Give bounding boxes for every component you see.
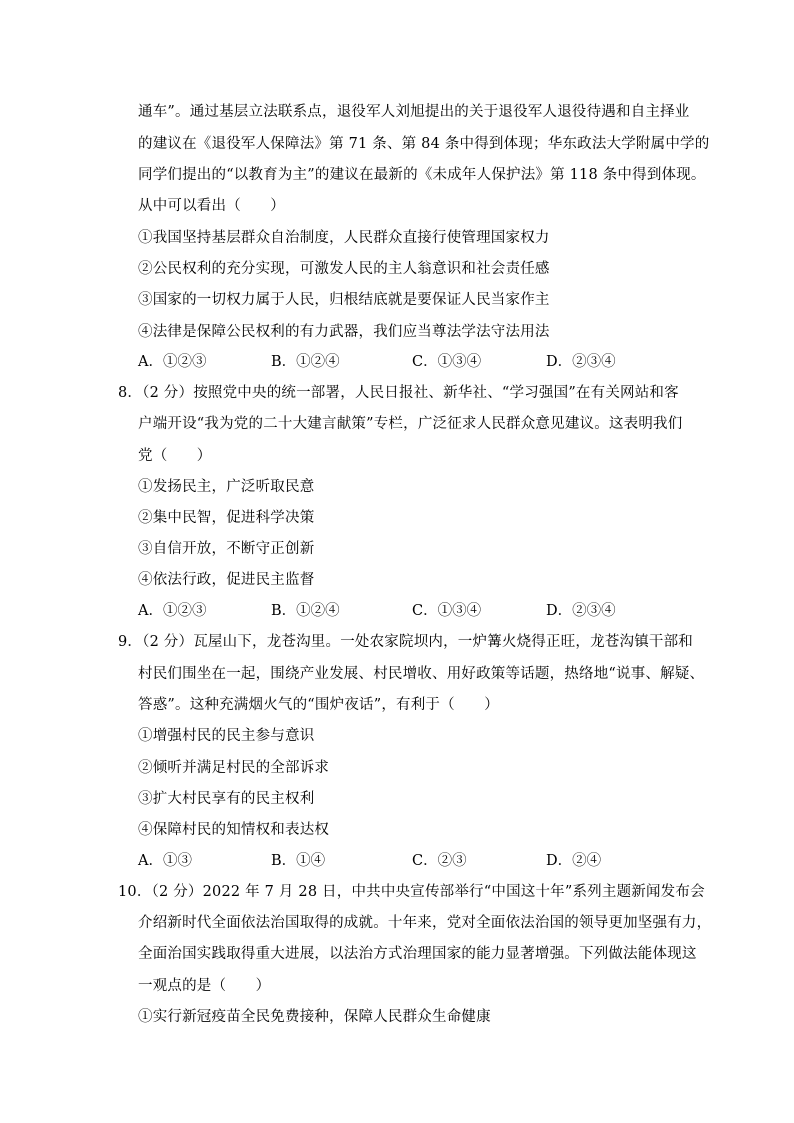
question-8-text-line: 户端开设“我为党的二十大建言献策”专栏，广泛征求人民群众意见建议。这表明我们 xyxy=(138,416,683,432)
question-10-option-1: ①实行新冠疫苗全民免费接种，保障人民群众生命健康 xyxy=(138,1009,491,1025)
choice-c: C．①③④ xyxy=(412,354,482,370)
question-8-option-3: ③自信开放，不断守正创新 xyxy=(138,541,315,557)
question-9-option-1: ①增强村民的民主参与意识 xyxy=(138,728,315,744)
question-9-text-line: 村民们围坐在一起，围绕产业发展、村民增收、用好政策等话题，热络地“说事、解疑、 xyxy=(138,666,705,682)
choice-c: C．①③④ xyxy=(412,603,482,619)
question-7-option-1: ①我国坚持基层群众自治制度，人民群众直接行使管理国家权力 xyxy=(138,230,550,246)
question-8-option-4: ④依法行政，促进民主监督 xyxy=(138,572,315,588)
choice-a: A．①③ xyxy=(138,853,192,869)
question-7-text-line: 从中可以看出（ ） xyxy=(138,198,285,214)
question-9-choices xyxy=(138,851,658,871)
question-7-text-line: 的建议在《退役军人保障法》第 71 条、第 84 条中得到体现；华东政法大学附属中学的 xyxy=(138,136,710,152)
question-7-choices xyxy=(138,352,658,372)
choice-a: A．①②③ xyxy=(138,603,207,619)
question-8-choices xyxy=(138,601,658,621)
question-7-option-4: ④法律是保障公民权利的有力武器，我们应当尊法学法守法用法 xyxy=(138,324,550,340)
choice-d: D．②④ xyxy=(546,853,602,869)
choice-d: D．②③④ xyxy=(546,354,616,370)
choice-d: D．②③④ xyxy=(546,603,616,619)
question-7-option-2: ②公民权利的充分实现，可激发人民的主人翁意识和社会责任感 xyxy=(138,261,550,277)
question-9-option-3: ③扩大村民享有的民主权利 xyxy=(138,791,315,807)
question-8-text-line: 8．（2 分）按照党中央的统一部署，人民日报社、新华社、“学习强国”在有关网站和客 xyxy=(118,385,679,401)
question-9-text-line: 9．（2 分）瓦屋山下，龙苍沟里。一处农家院坝内，一炉篝火烧得正旺，龙苍沟镇干部和 xyxy=(118,634,694,650)
question-7-option-3: ③国家的一切权力属于人民，归根结底就是要保证人民当家作主 xyxy=(138,292,550,308)
question-7-text-line: 同学们提出的“以教育为主”的建议在最新的《未成年人保护法》第 118 条中得到体现。 xyxy=(138,167,706,183)
question-8-text-line: 党（ ） xyxy=(138,448,212,464)
choice-b: B．①②④ xyxy=(271,603,340,619)
choice-b: B．①④ xyxy=(271,853,326,869)
question-10-text-line: 全面治国实践取得重大进展，以法治方式治理国家的能力显著增强。下列做法能体现这 xyxy=(138,946,697,962)
question-8-option-2: ②集中民智，促进科学决策 xyxy=(138,510,315,526)
choice-a: A．①②③ xyxy=(138,354,207,370)
question-10-text-line: 10．（2 分）2022 年 7 月 28 日，中共中央宣传部举行“中国这十年”系列主题新闻发布会 xyxy=(118,884,705,900)
choice-c: C．②③ xyxy=(412,853,467,869)
question-8-option-1: ①发扬民主，广泛听取民意 xyxy=(138,479,315,495)
question-10-text-line: 一观点的是（ ） xyxy=(138,978,271,994)
choice-b: B．①②④ xyxy=(271,354,340,370)
question-9-option-2: ②倾听并满足村民的全部诉求 xyxy=(138,760,330,776)
question-9-option-4: ④保障村民的知情权和表达权 xyxy=(138,822,330,838)
question-9-text-line: 答惑”。这种充满烟火气的“围炉夜话”，有利于（ ） xyxy=(138,697,499,713)
question-7-text-line: 通车”。通过基层立法联系点，退役军人刘旭提出的关于退役军人退役待遇和自主择业 xyxy=(138,104,690,120)
question-10-text-line: 介绍新时代全面依法治国取得的成就。十年来，党对全面依法治国的领导更加坚强有力， xyxy=(138,915,712,931)
